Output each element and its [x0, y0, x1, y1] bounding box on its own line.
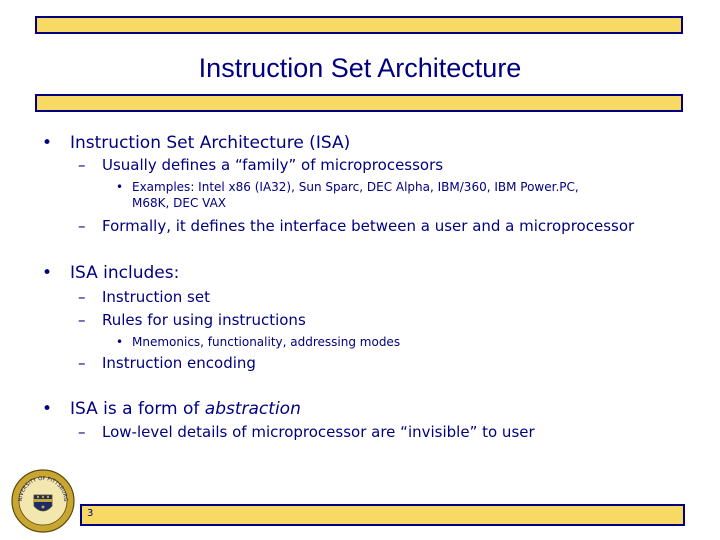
dash-marker: – — [78, 354, 86, 372]
bullet-1-sub-1-detail-line-1: Examples: Intel x86 (IA32), Sun Sparc, DEC Alpha, IBM/360, IBM Power.PC, — [132, 180, 579, 194]
dash-marker: – — [78, 423, 86, 441]
bullet-3-text — [70, 398, 301, 420]
bullet-2-text: ISA includes: — [70, 263, 180, 283]
dash-marker: – — [78, 217, 86, 235]
bullet-marker: • — [42, 399, 53, 419]
bullet-marker: • — [42, 133, 53, 153]
bullet-2-sub-2-text: Rules for using instructions — [102, 311, 306, 329]
bullet-1-sub-1-detail-line-2: M68K, DEC VAX — [132, 196, 227, 210]
university-seal-logo — [10, 468, 76, 534]
dash-marker: – — [78, 311, 86, 329]
bullet-3-text-plain: ISA is a form of — [70, 399, 205, 419]
bullet-2-sub-1-text: Instruction set — [102, 288, 210, 306]
bullet-2-sub-3-text: Instruction encoding — [102, 354, 256, 372]
bullet-3-sub-1-text: Low-level details of microprocessor are “invisible” to user — [102, 423, 535, 441]
page-number: 3 — [87, 508, 94, 519]
slide-title: Instruction Set Architecture — [198, 53, 522, 83]
dash-marker: – — [78, 288, 86, 306]
bullet-2-sub-2-detail: Mnemonics, functionality, addressing modes — [132, 335, 401, 349]
bullet-1-sub-1-text: Usually defines a “family” of microprocessors — [102, 156, 444, 174]
bullet-marker: • — [116, 180, 124, 194]
bullet-3-text-emphasis: abstraction — [204, 399, 301, 419]
bullet-marker: • — [42, 263, 53, 283]
footer-decor-bar — [80, 504, 685, 526]
bullet-marker: • — [116, 335, 124, 349]
dash-marker: – — [78, 156, 86, 174]
bullet-1-text: Instruction Set Architecture (ISA) — [70, 133, 351, 153]
seal-text: NIVERSITY OF PITTSBURG — [17, 475, 69, 502]
bullet-1-sub-2-text: Formally, it defines the interface between a user and a microprocessor — [102, 217, 635, 235]
